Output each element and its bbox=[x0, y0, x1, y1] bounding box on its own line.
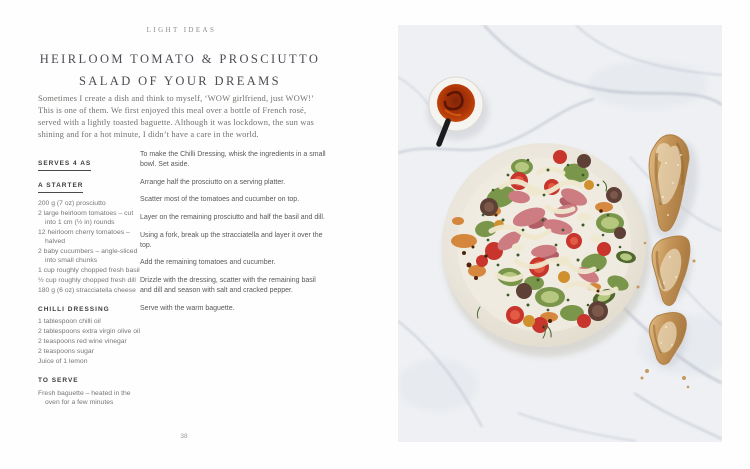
ingredient-item: 12 heirloom cherry tomatoes – halved bbox=[38, 228, 130, 245]
dressing-ingredient-item: 1 tablespoon chilli oil bbox=[38, 318, 101, 326]
chilli-dressing-heading: CHILLI DRESSING bbox=[38, 305, 110, 313]
method-step: To make the Chilli Dressing, whisk the ingredients in a small bowl. Set aside. bbox=[140, 151, 326, 169]
to-serve-heading: TO SERVE bbox=[38, 377, 79, 385]
method-step: Layer on the remaining prosciutto and half the basil and dill. bbox=[140, 214, 325, 222]
to-serve-list bbox=[38, 390, 141, 408]
chilli-oil bbox=[437, 84, 475, 122]
method-step: Using a fork, break up the stracciatella and layer it over the top. bbox=[140, 231, 323, 249]
recipe-title-line-1: HEIRLOOM TOMATO & PROSCIUTTO bbox=[39, 52, 321, 66]
ingredient-item: 2 large heirloom tomatoes – cut into 1 cm (½ in) rounds bbox=[38, 209, 134, 226]
method-step: Arrange half the prosciutto on a serving platter. bbox=[140, 178, 286, 186]
to-serve-item: Fresh baguette – heated in the oven for a few minutes bbox=[38, 389, 131, 406]
recipe-title bbox=[10, 48, 350, 93]
intro-paragraph: Sometimes I create a dish and think to myself, ‘WOW girlfriend, just WOW!’ This is one of them. We first enjoyed this meal over a bottle of French rosé, served with a lightly toasted baguette. Although it was lockdown, the sun was shining and for a hot minute, I didn’t have a care in the world. bbox=[38, 93, 314, 139]
dressing-ingredient-item: 2 teaspoons red wine vinegar bbox=[38, 338, 127, 346]
ingredient-item: ½ cup roughly chopped fresh dill bbox=[38, 276, 136, 284]
chapter-kicker: LIGHT IDEAS bbox=[146, 26, 217, 34]
serves-heading-line-1: SERVES 4 AS bbox=[38, 161, 91, 171]
recipe-title-line-2: SALAD OF YOUR DREAMS bbox=[78, 74, 282, 89]
dressing-ingredient-item: 2 teaspoons sugar bbox=[38, 348, 94, 356]
right-page bbox=[398, 25, 722, 442]
serves-heading-line-2: A STARTER bbox=[38, 183, 83, 193]
method-step: Serve with the warm baguette. bbox=[140, 304, 235, 312]
ingredient-item: 180 g (6 oz) stracciatella cheese bbox=[38, 286, 136, 294]
page-number: 38 bbox=[180, 433, 188, 440]
ingredient-list bbox=[38, 200, 141, 296]
ingredient-item: 1 cup roughly chopped fresh basil bbox=[38, 266, 140, 274]
ingredient-item: 200 g (7 oz) prosciutto bbox=[38, 200, 106, 207]
method-step: Add the remaining tomatoes and cucumber. bbox=[140, 259, 276, 267]
ingredients-column bbox=[38, 152, 141, 408]
ingredient-item: 2 baby cucumbers – angle-sliced into small chunks bbox=[38, 247, 138, 264]
dressing-ingredient-item: 2 tablespoons extra virgin olive oil bbox=[38, 328, 141, 336]
method-step: Drizzle with the dressing, scatter with the remaining basil and dill and season with salt and cracked pepper. bbox=[140, 277, 316, 295]
dressing-ingredient-list bbox=[38, 318, 141, 367]
dressing-ingredient-item: Juice of 1 lemon bbox=[38, 358, 88, 366]
method-step: Scatter most of the tomatoes and cucumber on top. bbox=[140, 196, 300, 204]
salad-photo bbox=[398, 25, 722, 442]
method-column bbox=[140, 150, 326, 322]
